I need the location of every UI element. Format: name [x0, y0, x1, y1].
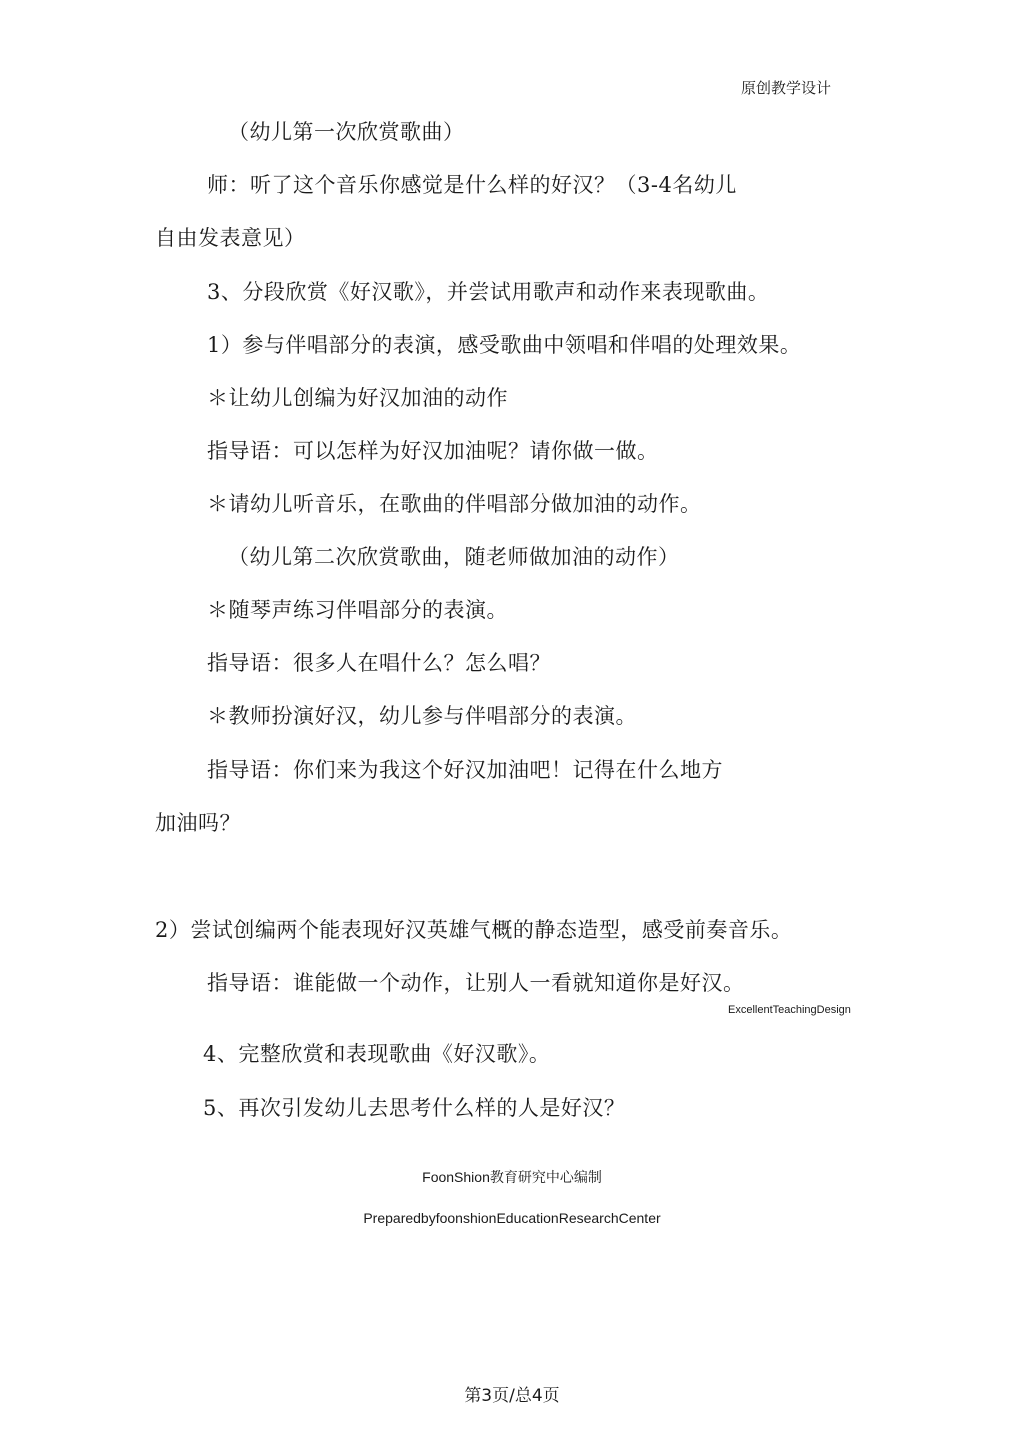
- paragraph-step-3: 3、分段欣赏《好汉歌》，并尝试用歌声和动作来表现歌曲。: [207, 280, 770, 304]
- paragraph-bullet-piano: ＊随琴声练习伴唱部分的表演。: [207, 598, 508, 622]
- watermark-excellent-teaching-design: ExcellentTeachingDesign: [728, 1004, 851, 1016]
- paragraph-bullet-listen: ＊请幼儿听音乐，在歌曲的伴唱部分做加油的动作。: [207, 492, 702, 516]
- footer-compiled-by: FoonShion教育研究中心编制: [422, 1169, 602, 1185]
- paragraph-substep-2: 2）尝试创编两个能表现好汉英雄气概的静态造型，感受前奏音乐。: [155, 918, 793, 942]
- paragraph-substep-1: 1）参与伴唱部分的表演，感受歌曲中领唱和伴唱的处理效果。: [207, 333, 802, 357]
- paragraph-step-4: 4、完整欣赏和表现歌曲《好汉歌》。: [203, 1042, 551, 1066]
- paragraph-guide-3-line2: 加油吗？: [155, 811, 241, 835]
- paragraph-teacher-question-line1: 师：听了这个音乐你感觉是什么样的好汉？（3-4名幼儿: [207, 173, 737, 197]
- paragraph-guide-4: 指导语：谁能做一个动作，让别人一看就知道你是好汉。: [207, 971, 745, 995]
- paragraph-bullet-create-action: ＊让幼儿创编为好汉加油的动作: [207, 386, 508, 410]
- footer-prepared-by: PreparedbyfoonshionEducationResearchCenter: [363, 1210, 661, 1226]
- page-number: 第3页/总4页: [464, 1386, 560, 1406]
- paragraph-first-listening: （幼儿第一次欣赏歌曲）: [228, 120, 465, 144]
- paragraph-guide-2: 指导语：很多人在唱什么？怎么唱？: [207, 651, 551, 675]
- paragraph-guide-1: 指导语：可以怎样为好汉加油呢？请你做一做。: [207, 439, 659, 463]
- paragraph-bullet-teacher-role: ＊教师扮演好汉，幼儿参与伴唱部分的表演。: [207, 704, 637, 728]
- paragraph-second-listening: （幼儿第二次欣赏歌曲，随老师做加油的动作）: [228, 545, 680, 569]
- paragraph-teacher-question-line2: 自由发表意见）: [155, 226, 306, 250]
- paragraph-guide-3-line1: 指导语：你们来为我这个好汉加油吧！记得在什么地方: [207, 758, 723, 782]
- header-label: 原创教学设计: [741, 79, 832, 97]
- paragraph-step-5: 5、再次引发幼儿去思考什么样的人是好汉？: [203, 1096, 626, 1120]
